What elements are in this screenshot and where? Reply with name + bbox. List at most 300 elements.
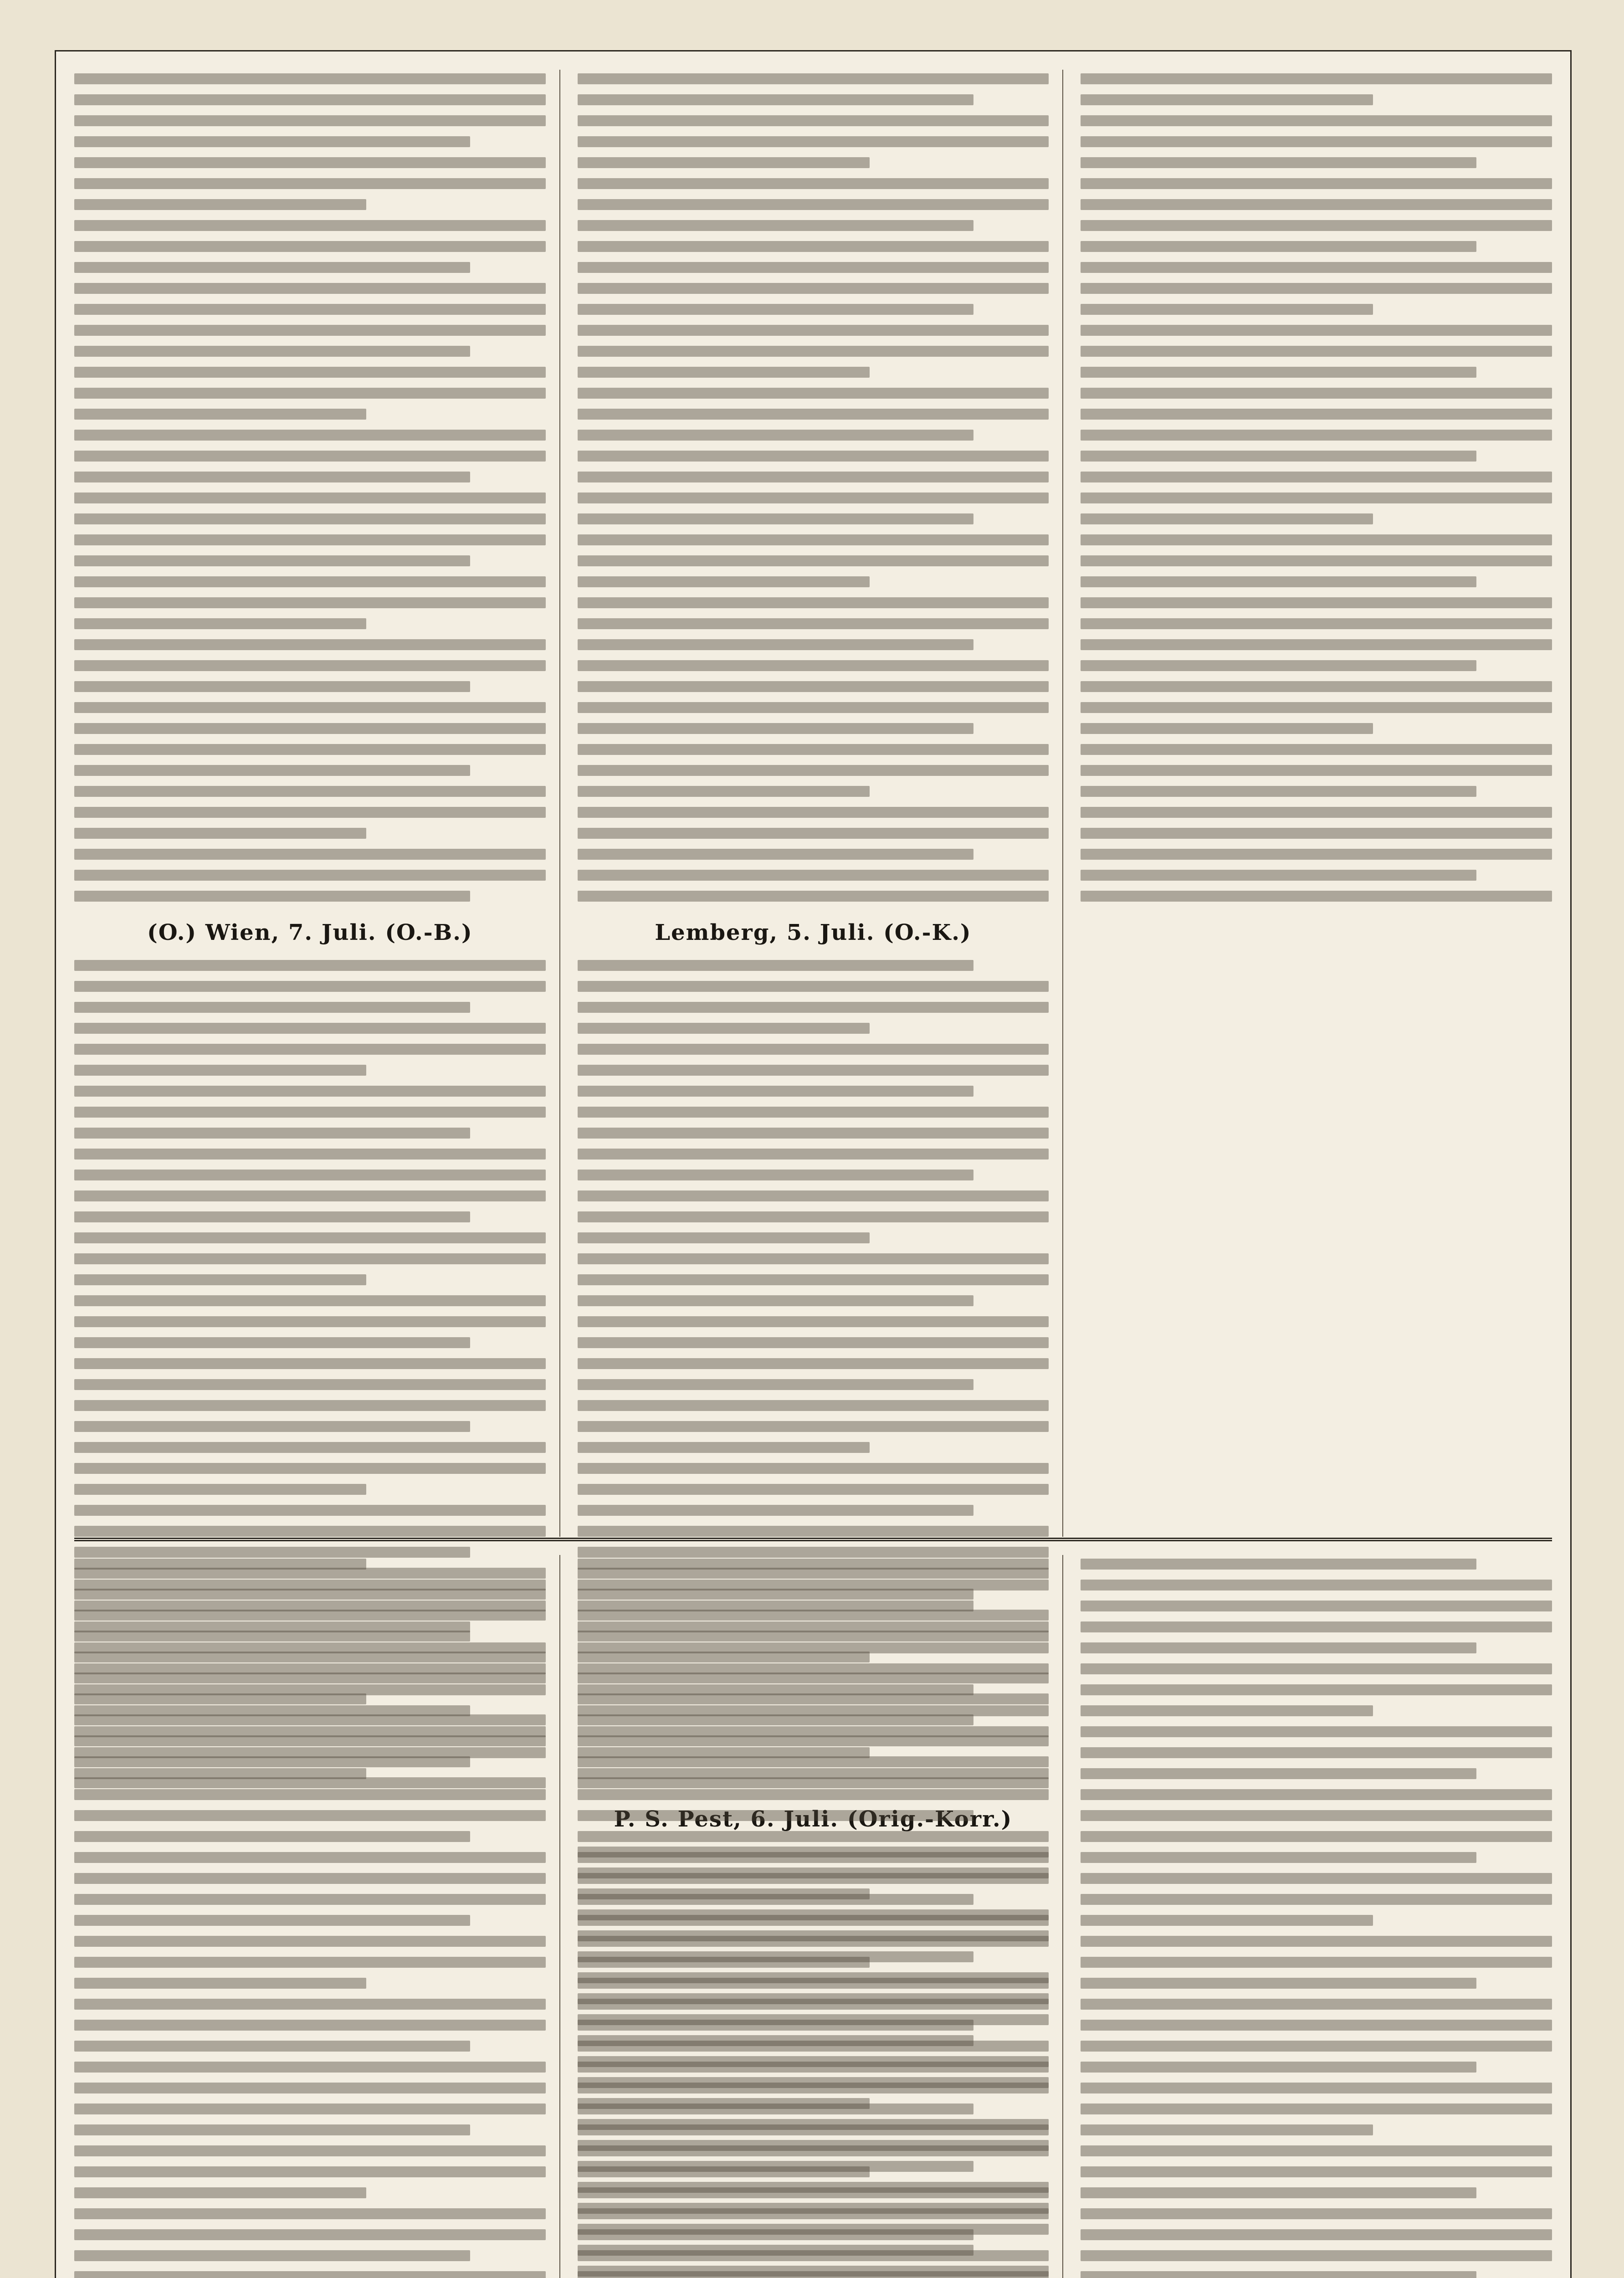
text-line-placeholder [1081, 2166, 1552, 2177]
text-line-placeholder [74, 807, 546, 818]
text-line-placeholder [578, 1170, 973, 1180]
text-line-placeholder [578, 1253, 1049, 1264]
text-block [578, 70, 1049, 902]
text-line-placeholder [578, 73, 1049, 84]
text-line-placeholder [1081, 430, 1552, 441]
text-line-placeholder [74, 1421, 470, 1432]
text-line-placeholder [1081, 1852, 1476, 1863]
text-line-placeholder [578, 2145, 1049, 2156]
text-line-placeholder [74, 1810, 546, 1821]
text-line-placeholder [578, 1316, 1049, 1327]
text-line-placeholder [1081, 2229, 1552, 2240]
text-line-placeholder [74, 960, 546, 971]
text-line-placeholder [578, 1400, 1049, 1411]
text-line-placeholder [578, 178, 1049, 189]
text-line-placeholder [1081, 1894, 1552, 1905]
text-line-placeholder [1081, 870, 1476, 881]
text-line-placeholder [74, 157, 546, 168]
text-line-placeholder [1081, 660, 1476, 671]
text-line-placeholder [74, 1190, 546, 1201]
text-line-placeholder [1081, 73, 1552, 84]
text-line-placeholder [578, 1211, 1049, 1222]
text-line-placeholder [74, 660, 546, 671]
text-line-placeholder [578, 1526, 1049, 1537]
text-line-placeholder [578, 1002, 1049, 1013]
text-line-placeholder [1081, 199, 1552, 210]
text-line-placeholder [74, 534, 546, 545]
text-line-placeholder [1081, 723, 1373, 734]
text-line-placeholder [74, 1232, 546, 1243]
text-line-placeholder [74, 828, 366, 839]
text-line-placeholder [74, 2083, 546, 2093]
text-line-placeholder [74, 681, 470, 692]
text-line-placeholder [1081, 1726, 1552, 1737]
text-line-placeholder [578, 744, 1049, 755]
text-line-placeholder [74, 1400, 546, 1411]
text-line-placeholder [1081, 2145, 1552, 2156]
text-line-placeholder [74, 1211, 470, 1222]
text-line-placeholder [74, 1999, 546, 2010]
text-line-placeholder [578, 2083, 1049, 2093]
text-line-placeholder [74, 576, 546, 587]
text-line-placeholder [74, 513, 546, 524]
text-line-placeholder [74, 1484, 366, 1495]
text-line-placeholder [74, 1023, 546, 1034]
text-line-placeholder [74, 1789, 546, 1800]
text-line-placeholder [1081, 2020, 1552, 2031]
text-line-placeholder [74, 1894, 546, 1905]
text-line-placeholder [578, 597, 1049, 608]
text-line-placeholder [578, 262, 1049, 273]
text-line-placeholder [74, 409, 366, 420]
text-line-placeholder [74, 94, 546, 105]
text-line-placeholder [578, 891, 1049, 902]
column-6 [1081, 1555, 1552, 2278]
text-line-placeholder [1081, 555, 1552, 566]
text-line-placeholder [74, 451, 546, 462]
text-line-placeholder [74, 346, 470, 357]
text-line-placeholder [1081, 786, 1476, 797]
text-line-placeholder [74, 2187, 366, 2198]
text-line-placeholder [74, 2166, 546, 2177]
text-line-placeholder [578, 220, 973, 231]
text-line-placeholder [578, 1086, 973, 1097]
text-line-placeholder [1081, 513, 1373, 524]
text-line-placeholder [578, 1442, 870, 1453]
text-line-placeholder [578, 199, 1049, 210]
text-line-placeholder [1081, 1978, 1476, 1989]
text-line-placeholder [578, 1999, 1049, 2010]
text-line-placeholder [1081, 2187, 1476, 2198]
text-line-placeholder [1081, 534, 1552, 545]
text-line-placeholder [578, 1484, 1049, 1495]
text-line-placeholder [74, 1831, 470, 1842]
text-line-placeholder [74, 199, 366, 210]
text-line-placeholder [1081, 1873, 1552, 1884]
text-line-placeholder [1081, 1642, 1476, 1653]
text-line-placeholder [74, 744, 546, 755]
text-line-placeholder [74, 241, 546, 252]
text-line-placeholder [74, 2229, 546, 2240]
text-line-placeholder [578, 367, 870, 378]
text-line-placeholder [1081, 1601, 1552, 1611]
text-line-placeholder [1081, 178, 1552, 189]
text-line-placeholder [578, 1274, 1049, 1285]
text-line-placeholder [578, 1379, 973, 1390]
text-line-placeholder [578, 325, 1049, 336]
text-line-placeholder [74, 618, 366, 629]
text-line-placeholder [578, 157, 870, 168]
text-line-placeholder [578, 1128, 1049, 1139]
text-line-placeholder [578, 2041, 1049, 2052]
text-line-placeholder [74, 1274, 366, 1285]
text-line-placeholder [74, 1978, 366, 1989]
text-line-placeholder [578, 241, 1049, 252]
text-line-placeholder [578, 1978, 1049, 1989]
text-line-placeholder [1081, 262, 1552, 273]
text-line-placeholder [578, 1726, 1049, 1737]
text-line-placeholder [1081, 2062, 1476, 2073]
text-line-placeholder [578, 1684, 973, 1695]
text-line-placeholder [578, 136, 1049, 147]
text-line-placeholder [74, 2250, 470, 2261]
text-line-placeholder [74, 1128, 470, 1139]
text-line-placeholder [74, 639, 546, 650]
text-line-placeholder [578, 1421, 1049, 1432]
text-line-placeholder [578, 534, 1049, 545]
text-line-placeholder [578, 2166, 870, 2177]
text-line-placeholder [578, 2062, 1049, 2073]
text-line-placeholder [74, 1337, 470, 1348]
text-line-placeholder [578, 2020, 973, 2031]
text-line-placeholder [74, 304, 546, 315]
text-line-placeholder [74, 1295, 546, 1306]
text-line-placeholder [1081, 1705, 1373, 1716]
text-line-placeholder [74, 1957, 546, 1968]
text-line-placeholder [74, 1621, 470, 1632]
column-2 [578, 70, 1064, 1832]
text-line-placeholder [74, 1768, 366, 1779]
text-line-placeholder [1081, 744, 1552, 755]
text-line-placeholder [74, 1915, 470, 1926]
text-line-placeholder [1081, 1789, 1552, 1800]
text-line-placeholder [74, 1316, 546, 1327]
text-line-placeholder [1081, 2041, 1552, 2052]
text-line-placeholder [74, 2104, 546, 2114]
text-line-placeholder [74, 1601, 546, 1611]
text-line-placeholder [578, 1559, 1049, 1570]
text-line-placeholder [578, 2124, 1049, 2135]
text-line-placeholder [578, 807, 1049, 818]
text-line-placeholder [74, 1358, 546, 1369]
text-line-placeholder [74, 73, 546, 84]
text-line-placeholder [74, 136, 470, 147]
text-line-placeholder [578, 639, 973, 650]
text-line-placeholder [1081, 702, 1552, 713]
text-line-placeholder [578, 1463, 1049, 1474]
text-line-placeholder [1081, 1915, 1373, 1926]
heading-pest: P. S. Pest, 6. Juli. (Orig.-Korr.) [614, 1806, 1013, 1832]
text-line-placeholder [74, 367, 546, 378]
text-line-placeholder [74, 1747, 546, 1758]
text-line-placeholder [74, 2062, 546, 2073]
text-line-placeholder [578, 1852, 1049, 1863]
lower-band [74, 1555, 1552, 2278]
text-line-placeholder [1081, 597, 1552, 608]
text-line-placeholder [578, 2250, 1049, 2261]
text-line-placeholder [578, 2187, 1049, 2198]
text-line-placeholder [578, 1747, 870, 1758]
text-line-placeholder [1081, 618, 1552, 629]
text-line-placeholder [578, 1505, 973, 1516]
text-line-placeholder [1081, 1957, 1552, 1968]
text-line-placeholder [1081, 220, 1552, 231]
text-line-placeholder [74, 555, 470, 566]
text-block [1081, 70, 1552, 902]
text-line-placeholder [578, 430, 973, 441]
text-line-placeholder [578, 1337, 1049, 1348]
text-line-placeholder [578, 1768, 1049, 1779]
text-line-placeholder [74, 1253, 546, 1264]
text-line-placeholder [578, 1663, 1049, 1674]
text-line-placeholder [74, 2020, 546, 2031]
text-line-placeholder [1081, 891, 1552, 902]
text-block [578, 1555, 1049, 2278]
text-line-placeholder [1081, 157, 1476, 168]
text-line-placeholder [578, 1621, 1049, 1632]
text-line-placeholder [1081, 1684, 1552, 1695]
text-line-placeholder [578, 2208, 1049, 2219]
text-line-placeholder [74, 723, 546, 734]
text-line-placeholder [1081, 325, 1552, 336]
text-line-placeholder [1081, 828, 1552, 839]
text-line-placeholder [578, 1190, 1049, 1201]
text-line-placeholder [1081, 765, 1552, 776]
text-line-placeholder [578, 702, 1049, 713]
text-line-placeholder [578, 2104, 973, 2114]
text-line-placeholder [578, 660, 1049, 671]
text-line-placeholder [74, 1936, 546, 1947]
text-line-placeholder [74, 870, 546, 881]
text-line-placeholder [1081, 2271, 1476, 2278]
text-line-placeholder [1081, 2208, 1552, 2219]
text-line-placeholder [578, 1044, 1049, 1055]
column-5 [578, 1555, 1064, 2278]
text-line-placeholder [74, 1559, 366, 1570]
text-line-placeholder [578, 2271, 1049, 2278]
text-line-placeholder [1081, 1810, 1552, 1821]
text-line-placeholder [1081, 136, 1552, 147]
text-line-placeholder [74, 1684, 546, 1695]
text-line-placeholder [74, 1505, 546, 1516]
text-line-placeholder [578, 1065, 1049, 1076]
text-line-placeholder [578, 1580, 1049, 1590]
text-line-placeholder [578, 1894, 973, 1905]
text-line-placeholder [74, 115, 546, 126]
text-line-placeholder [74, 1580, 546, 1590]
text-block [74, 1555, 546, 2278]
text-line-placeholder [1081, 241, 1476, 252]
text-line-placeholder [74, 597, 546, 608]
text-line-placeholder [74, 2145, 546, 2156]
text-line-placeholder [578, 555, 1049, 566]
text-line-placeholder [1081, 346, 1552, 357]
text-line-placeholder [578, 2229, 973, 2240]
text-line-placeholder [74, 786, 546, 797]
text-line-placeholder [74, 1852, 546, 1863]
text-line-placeholder [578, 1232, 870, 1243]
heading-wien: (O.) Wien, 7. Juli. (O.-B.) [147, 920, 473, 945]
text-line-placeholder [1081, 1831, 1552, 1842]
text-line-placeholder [578, 1957, 870, 1968]
text-line-placeholder [578, 849, 973, 860]
text-line-placeholder [578, 472, 1049, 482]
text-line-placeholder [74, 1663, 546, 1674]
text-line-placeholder [74, 430, 546, 441]
text-line-placeholder [578, 870, 1049, 881]
text-line-placeholder [1081, 115, 1552, 126]
upper-band [74, 70, 1552, 1832]
text-line-placeholder [74, 262, 470, 273]
text-line-placeholder [1081, 807, 1552, 818]
text-line-placeholder [1081, 493, 1552, 503]
text-line-placeholder [578, 618, 1049, 629]
text-line-placeholder [74, 1002, 470, 1013]
text-line-placeholder [74, 1170, 546, 1180]
text-line-placeholder [1081, 1621, 1552, 1632]
text-line-placeholder [74, 1463, 546, 1474]
text-line-placeholder [74, 849, 546, 860]
text-line-placeholder [1081, 2083, 1552, 2093]
text-line-placeholder [1081, 576, 1476, 587]
text-line-placeholder [578, 1915, 1049, 1926]
text-line-placeholder [1081, 451, 1476, 462]
text-line-placeholder [578, 1023, 870, 1034]
text-line-placeholder [1081, 681, 1552, 692]
text-line-placeholder [578, 451, 1049, 462]
text-line-placeholder [74, 1379, 546, 1390]
text-line-placeholder [578, 388, 1049, 399]
text-line-placeholder [1081, 1747, 1552, 1758]
text-line-placeholder [74, 891, 470, 902]
text-line-placeholder [1081, 409, 1552, 420]
text-line-placeholder [578, 1831, 1049, 1842]
text-line-placeholder [74, 1107, 546, 1118]
text-line-placeholder [74, 493, 546, 503]
text-line-placeholder [74, 2208, 546, 2219]
text-line-placeholder [1081, 367, 1476, 378]
text-line-placeholder [1081, 1936, 1552, 1947]
text-line-placeholder [74, 1044, 546, 1055]
text-line-placeholder [74, 388, 546, 399]
text-line-placeholder [74, 2124, 470, 2135]
text-line-placeholder [1081, 1663, 1552, 1674]
text-line-placeholder [74, 981, 546, 992]
text-line-placeholder [1081, 94, 1373, 105]
text-line-placeholder [578, 283, 1049, 294]
text-line-placeholder [578, 1295, 973, 1306]
text-line-placeholder [578, 513, 973, 524]
text-line-placeholder [578, 576, 870, 587]
text-line-placeholder [1081, 1559, 1476, 1570]
text-line-placeholder [74, 220, 546, 231]
text-line-placeholder [74, 283, 546, 294]
text-line-placeholder [578, 493, 1049, 503]
text-line-placeholder [578, 409, 1049, 420]
text-line-placeholder [578, 981, 1049, 992]
column-4 [74, 1555, 560, 2278]
text-line-placeholder [578, 1789, 1049, 1800]
text-line-placeholder [1081, 1580, 1552, 1590]
text-line-placeholder [578, 960, 973, 971]
text-line-placeholder [1081, 283, 1552, 294]
text-line-placeholder [74, 1705, 470, 1716]
text-line-placeholder [74, 1442, 546, 1453]
text-line-placeholder [74, 1726, 546, 1737]
text-line-placeholder [1081, 388, 1552, 399]
text-line-placeholder [74, 472, 470, 482]
text-line-placeholder [578, 1107, 1049, 1118]
text-line-placeholder [1081, 2104, 1552, 2114]
text-line-placeholder [578, 765, 1049, 776]
heading-lemberg: Lemberg, 5. Juli. (O.-K.) [655, 920, 972, 945]
text-line-placeholder [1081, 639, 1552, 650]
text-line-placeholder [1081, 2250, 1552, 2261]
column-1 [74, 70, 560, 1537]
text-line-placeholder [74, 1873, 546, 1884]
text-line-placeholder [578, 681, 1049, 692]
text-line-placeholder [74, 1149, 546, 1160]
text-line-placeholder [578, 723, 973, 734]
text-line-placeholder [1081, 2124, 1373, 2135]
text-line-placeholder [74, 1086, 546, 1097]
text-line-placeholder [74, 2271, 546, 2278]
text-line-placeholder [578, 1873, 1049, 1884]
text-line-placeholder [74, 325, 546, 336]
text-line-placeholder [1081, 1768, 1476, 1779]
text-line-placeholder [74, 178, 546, 189]
text-line-placeholder [74, 702, 546, 713]
text-line-placeholder [578, 1642, 1049, 1653]
text-line-placeholder [1081, 472, 1552, 482]
text-line-placeholder [578, 828, 1049, 839]
section-divider [74, 1538, 1552, 1541]
text-line-placeholder [74, 1526, 546, 1537]
text-block [74, 70, 546, 902]
text-line-placeholder [578, 94, 973, 105]
text-line-placeholder [74, 1065, 366, 1076]
newspaper-page [55, 50, 1572, 2278]
text-line-placeholder [578, 1149, 1049, 1160]
column-3 [1081, 70, 1552, 1537]
text-line-placeholder [578, 1810, 973, 1821]
text-line-placeholder [74, 1642, 546, 1653]
text-line-placeholder [578, 304, 973, 315]
text-line-placeholder [578, 346, 1049, 357]
text-block [1081, 1555, 1552, 2278]
text-line-placeholder [74, 2041, 470, 2052]
text-line-placeholder [1081, 304, 1373, 315]
text-line-placeholder [578, 786, 870, 797]
text-line-placeholder [578, 1705, 1049, 1716]
text-line-placeholder [578, 1601, 973, 1611]
text-line-placeholder [578, 115, 1049, 126]
text-line-placeholder [578, 1358, 1049, 1369]
text-line-placeholder [1081, 1999, 1552, 2010]
text-line-placeholder [578, 1936, 1049, 1947]
text-line-placeholder [1081, 849, 1552, 860]
text-line-placeholder [74, 765, 470, 776]
